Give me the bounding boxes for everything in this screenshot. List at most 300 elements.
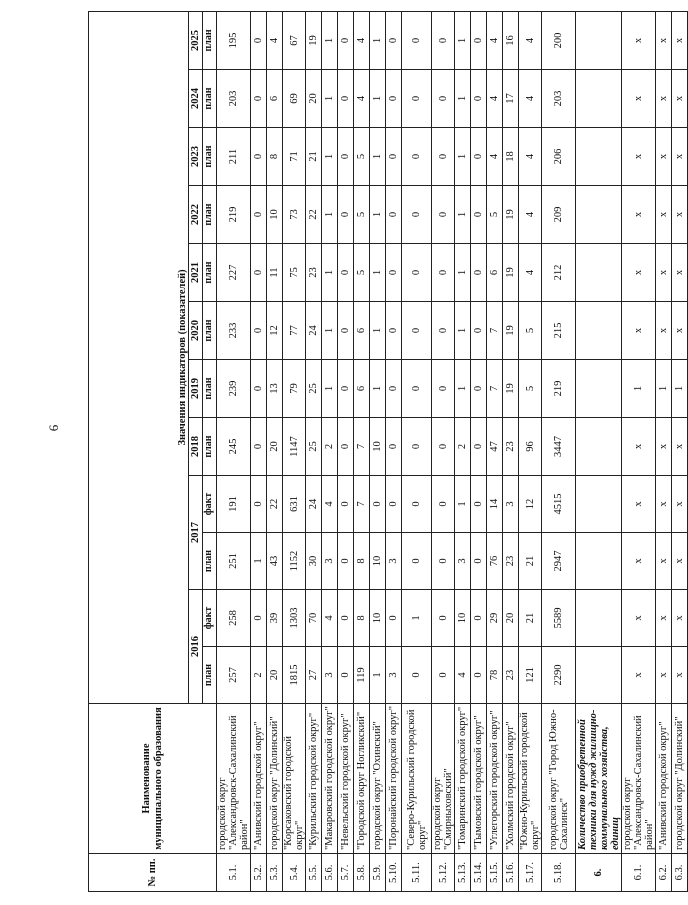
value-cell: 3 (503, 476, 519, 533)
header-year: 2023 (189, 128, 203, 186)
value-cell: 77 (283, 302, 306, 360)
value-cell: 19 (503, 244, 519, 302)
row-number: 5.4. (283, 854, 306, 892)
value-cell: 0 (386, 70, 402, 128)
value-cell: 21 (519, 533, 542, 590)
value-cell: 0 (471, 11, 487, 69)
row-number: 5.6. (322, 854, 338, 892)
value-cell: 1 (455, 128, 471, 186)
value-cell: 2 (455, 418, 471, 476)
table-row (622, 11, 656, 891)
value-cell: 7 (354, 418, 370, 476)
value-cell: x (656, 418, 672, 476)
value-cell: 0 (386, 186, 402, 244)
section-row (576, 11, 622, 891)
municipality-name: "Холмский городской округ" (503, 704, 519, 854)
value-cell: 1 (455, 70, 471, 128)
header-sub: план (203, 70, 217, 128)
municipality-name: "Корсаковский городской округ" (283, 704, 306, 854)
value-cell: 227 (217, 244, 251, 302)
header-sub: план (203, 647, 217, 704)
value-cell: 10 (370, 590, 386, 647)
header-sub: план (203, 186, 217, 244)
table-row (487, 11, 503, 891)
value-cell: 4515 (542, 476, 576, 533)
value-cell: 0 (432, 533, 455, 590)
header-municipality: Наименование муниципального образования (89, 704, 217, 854)
value-cell: 4 (519, 70, 542, 128)
table-row (370, 11, 386, 891)
value-cell: 23 (306, 244, 322, 302)
value-cell: 6 (487, 244, 503, 302)
value-cell: x (622, 70, 656, 128)
value-cell: 12 (267, 302, 283, 360)
value-cell: 3447 (542, 418, 576, 476)
value-cell: 1147 (283, 418, 306, 476)
table-row (267, 11, 283, 891)
value-cell: x (672, 533, 688, 590)
municipality-name: "Анивский городской округ" (251, 704, 267, 854)
value-cell: 4 (354, 11, 370, 69)
value-cell: 23 (503, 418, 519, 476)
value-cell: 1 (455, 476, 471, 533)
value-cell: 6 (354, 360, 370, 418)
value-cell: 1 (322, 128, 338, 186)
value-cell: x (672, 186, 688, 244)
value-cell: 3 (386, 533, 402, 590)
value-cell: x (672, 244, 688, 302)
municipality-name: "Городской округ Ногликский" (354, 704, 370, 854)
value-cell: 25 (306, 360, 322, 418)
value-cell: x (656, 533, 672, 590)
value-cell: x (656, 11, 672, 69)
value-cell: 0 (338, 11, 354, 69)
value-cell: 0 (402, 302, 432, 360)
value-cell: 19 (503, 186, 519, 244)
value-cell: x (656, 302, 672, 360)
header-sub: план (203, 418, 217, 476)
value-cell: 0 (402, 128, 432, 186)
value-cell: 0 (471, 128, 487, 186)
value-cell: x (622, 128, 656, 186)
row-number: 5.7. (338, 854, 354, 892)
header-sub: план (203, 11, 217, 69)
row-number: 5.10. (386, 854, 402, 892)
value-cell: 20 (503, 590, 519, 647)
header-year: 2020 (189, 302, 203, 360)
value-cell: 0 (432, 360, 455, 418)
value-cell: 43 (267, 533, 283, 590)
value-cell: 1 (251, 533, 267, 590)
table-row (542, 11, 576, 891)
value-cell: 4 (322, 590, 338, 647)
row-number: 5.14. (471, 854, 487, 892)
value-cell: x (672, 70, 688, 128)
municipality-name: городской округ "Смирныховский" (432, 704, 455, 854)
value-cell: 0 (386, 244, 402, 302)
value-cell (576, 590, 622, 647)
value-cell (576, 476, 622, 533)
value-cell: 4 (487, 70, 503, 128)
value-cell: 0 (386, 590, 402, 647)
value-cell: 1 (322, 186, 338, 244)
row-number: 5.9. (370, 854, 386, 892)
header-year: 2022 (189, 186, 203, 244)
value-cell: 47 (487, 418, 503, 476)
table-row (283, 11, 306, 891)
value-cell: 1 (370, 186, 386, 244)
municipality-name: "Поронайский городской округ" (386, 704, 402, 854)
value-cell: 0 (338, 590, 354, 647)
value-cell: 0 (251, 70, 267, 128)
value-cell (576, 302, 622, 360)
value-cell: x (656, 647, 672, 704)
table-row (217, 11, 251, 891)
value-cell: 1 (370, 11, 386, 69)
value-cell: 0 (386, 418, 402, 476)
row-number: 5.11. (402, 854, 432, 892)
row-number: 5.3. (267, 854, 283, 892)
table-row (386, 11, 402, 891)
value-cell: 1 (322, 360, 338, 418)
value-cell: 5 (354, 128, 370, 186)
value-cell (576, 128, 622, 186)
value-cell: 233 (217, 302, 251, 360)
value-cell: x (656, 590, 672, 647)
rotated-page (88, 12, 686, 892)
value-cell: 0 (471, 590, 487, 647)
value-cell (576, 533, 622, 590)
value-cell: 0 (432, 11, 455, 69)
municipality-name: Количество приобретенной техники для нужд жилищно-коммунального хозяйства, единиц (576, 704, 622, 854)
value-cell: 27 (306, 647, 322, 704)
value-cell: 5 (519, 360, 542, 418)
value-cell: 6 (267, 70, 283, 128)
table-row (251, 11, 267, 891)
table-row (471, 11, 487, 891)
value-cell: 4 (519, 11, 542, 69)
value-cell: 0 (471, 70, 487, 128)
value-cell: 0 (471, 186, 487, 244)
value-cell: 0 (251, 418, 267, 476)
value-cell: 251 (217, 533, 251, 590)
value-cell: 69 (283, 70, 306, 128)
value-cell: 2 (251, 647, 267, 704)
table-row (455, 11, 471, 891)
value-cell: 1 (370, 244, 386, 302)
value-cell: 19 (306, 11, 322, 69)
value-cell: 23 (503, 647, 519, 704)
value-cell: 1 (455, 302, 471, 360)
value-cell: 1815 (283, 647, 306, 704)
value-cell: 5 (519, 302, 542, 360)
header-sub: план (203, 128, 217, 186)
value-cell: 8 (267, 128, 283, 186)
header-sub: план (203, 302, 217, 360)
value-cell: 1 (370, 70, 386, 128)
header-year: 2018 (189, 418, 203, 476)
value-cell: 0 (402, 11, 432, 69)
value-cell: 0 (402, 360, 432, 418)
value-cell: 1 (455, 11, 471, 69)
value-cell: x (622, 244, 656, 302)
value-cell: x (672, 11, 688, 69)
value-cell: 211 (217, 128, 251, 186)
value-cell: 219 (217, 186, 251, 244)
value-cell: 0 (338, 647, 354, 704)
row-number: 6.3. (672, 854, 688, 892)
row-number: 5.8. (354, 854, 370, 892)
row-number: 5.1. (217, 854, 251, 892)
value-cell: 4 (487, 128, 503, 186)
value-cell (576, 70, 622, 128)
value-cell: 0 (338, 244, 354, 302)
value-cell (576, 186, 622, 244)
value-cell: 1 (455, 360, 471, 418)
value-cell: 8 (354, 590, 370, 647)
value-cell: x (672, 647, 688, 704)
municipality-name: "Тымовский городской округ" (471, 704, 487, 854)
value-cell: 0 (251, 128, 267, 186)
municipality-name: "Анивский городской округ" (656, 704, 672, 854)
value-cell: 30 (306, 533, 322, 590)
value-cell: 0 (251, 186, 267, 244)
value-cell: x (656, 244, 672, 302)
table-row (503, 11, 519, 891)
value-cell: 5589 (542, 590, 576, 647)
value-cell: 0 (471, 418, 487, 476)
value-cell: 191 (217, 476, 251, 533)
value-cell: 0 (338, 533, 354, 590)
municipality-name: "Южно-Курильский городской округ" (519, 704, 542, 854)
value-cell: 4 (487, 11, 503, 69)
municipality-name: "Макаровский городской округ" (322, 704, 338, 854)
value-cell: 1 (322, 70, 338, 128)
value-cell: 16 (503, 11, 519, 69)
value-cell: 0 (471, 360, 487, 418)
value-cell: 19 (503, 360, 519, 418)
value-cell: 0 (338, 128, 354, 186)
value-cell: 1 (656, 360, 672, 418)
value-cell: x (622, 476, 656, 533)
value-cell: 67 (283, 11, 306, 69)
value-cell: 1 (370, 302, 386, 360)
table-row (656, 11, 672, 891)
value-cell: 0 (402, 476, 432, 533)
header-year: 2017 (189, 476, 203, 590)
row-number: 5.18. (542, 854, 576, 892)
value-cell (576, 418, 622, 476)
value-cell: 70 (306, 590, 322, 647)
value-cell: 10 (267, 186, 283, 244)
value-cell: 3 (386, 647, 402, 704)
value-cell: 0 (338, 302, 354, 360)
table-row (354, 11, 370, 891)
value-cell: 0 (432, 244, 455, 302)
value-cell: 257 (217, 647, 251, 704)
value-cell: x (622, 186, 656, 244)
value-cell: 195 (217, 11, 251, 69)
value-cell: 0 (402, 186, 432, 244)
value-cell: 258 (217, 590, 251, 647)
value-cell: 5 (354, 244, 370, 302)
value-cell: 24 (306, 302, 322, 360)
header-sub: план (203, 360, 217, 418)
value-cell: 20 (267, 647, 283, 704)
value-cell: x (672, 476, 688, 533)
header-year: 2024 (189, 70, 203, 128)
municipality-name: "Курильский городской округ" (306, 704, 322, 854)
value-cell: 2 (322, 418, 338, 476)
value-cell (576, 647, 622, 704)
value-cell: 1 (370, 647, 386, 704)
value-cell: 209 (542, 186, 576, 244)
value-cell: 0 (386, 128, 402, 186)
header-num: № пп. (89, 854, 217, 892)
value-cell: 0 (386, 360, 402, 418)
value-cell: 0 (471, 302, 487, 360)
municipality-name: "Углегорский городской округ" (487, 704, 503, 854)
value-cell: 2947 (542, 533, 576, 590)
value-cell: 7 (354, 476, 370, 533)
table-row (338, 11, 354, 891)
value-cell: 7 (487, 302, 503, 360)
value-cell: 206 (542, 128, 576, 186)
value-cell: 0 (251, 244, 267, 302)
value-cell: 212 (542, 244, 576, 302)
page-number: 6 (46, 424, 61, 432)
value-cell: 0 (251, 590, 267, 647)
value-cell: 0 (471, 244, 487, 302)
value-cell: 0 (432, 647, 455, 704)
municipality-name: "Северо-Курильский городской округ" (402, 704, 432, 854)
value-cell: 0 (471, 476, 487, 533)
value-cell: 0 (251, 302, 267, 360)
row-number: 5.15. (487, 854, 503, 892)
header-row (89, 11, 189, 891)
value-cell: 4 (519, 128, 542, 186)
municipality-name: городской округ "Долинский" (672, 704, 688, 854)
value-cell: 0 (402, 533, 432, 590)
table-row (672, 11, 688, 891)
value-cell: 203 (217, 70, 251, 128)
value-cell: 1 (322, 244, 338, 302)
value-cell: 22 (267, 476, 283, 533)
value-cell: 0 (338, 360, 354, 418)
value-cell: 0 (251, 11, 267, 69)
value-cell: 29 (487, 590, 503, 647)
table-body (217, 11, 688, 891)
value-cell (576, 11, 622, 69)
value-cell: 10 (370, 533, 386, 590)
value-cell: x (672, 418, 688, 476)
value-cell: 0 (432, 186, 455, 244)
value-cell: 203 (542, 70, 576, 128)
header-sub: факт (203, 590, 217, 647)
value-cell: 1 (402, 590, 432, 647)
value-cell: 1 (455, 244, 471, 302)
value-cell: 25 (306, 418, 322, 476)
value-cell: 18 (503, 128, 519, 186)
value-cell: 78 (487, 647, 503, 704)
value-cell: 2290 (542, 647, 576, 704)
municipality-name: городской округ "Александровск-Сахалинский район" (217, 704, 251, 854)
value-cell: 0 (432, 476, 455, 533)
value-cell: 0 (432, 590, 455, 647)
value-cell: 14 (487, 476, 503, 533)
value-cell: x (656, 70, 672, 128)
header-year: 2025 (189, 11, 203, 69)
value-cell: 0 (338, 418, 354, 476)
value-cell: x (622, 533, 656, 590)
value-cell: 0 (386, 476, 402, 533)
table-row (322, 11, 338, 891)
table-header (89, 11, 217, 891)
value-cell: 4 (519, 244, 542, 302)
value-cell: 22 (306, 186, 322, 244)
value-cell: 79 (283, 360, 306, 418)
row-number: 6. (576, 854, 622, 892)
value-cell: x (622, 11, 656, 69)
municipality-name: городской округ "Город Южно-Сахалинск" (542, 704, 576, 854)
value-cell: 215 (542, 302, 576, 360)
municipality-name: городской округ "Александровск-Сахалинский район" (622, 704, 656, 854)
value-cell: 3 (455, 533, 471, 590)
value-cell: 21 (519, 590, 542, 647)
row-number: 5.17. (519, 854, 542, 892)
value-cell: 5 (487, 186, 503, 244)
header-sub: план (203, 533, 217, 590)
value-cell: 96 (519, 418, 542, 476)
value-cell: 4 (354, 70, 370, 128)
header-year: 2019 (189, 360, 203, 418)
value-cell: 1 (455, 186, 471, 244)
value-cell: x (622, 590, 656, 647)
value-cell: 1303 (283, 590, 306, 647)
table-row (432, 11, 455, 891)
municipality-name: "Невельский городской округ" (338, 704, 354, 854)
table-row (306, 11, 322, 891)
value-cell: 0 (432, 302, 455, 360)
value-cell: 19 (503, 302, 519, 360)
value-cell: 119 (354, 647, 370, 704)
value-cell: 1152 (283, 533, 306, 590)
value-cell: 0 (338, 186, 354, 244)
value-cell: 631 (283, 476, 306, 533)
header-year: 2021 (189, 244, 203, 302)
municipality-name: городской округ "Охинский" (370, 704, 386, 854)
municipality-name: "Томаринский городской округ" (455, 704, 471, 854)
value-cell: 0 (432, 70, 455, 128)
value-cell: 3 (322, 533, 338, 590)
value-cell: 10 (455, 590, 471, 647)
row-number: 5.13. (455, 854, 471, 892)
value-cell: 0 (338, 70, 354, 128)
value-cell: 1 (370, 360, 386, 418)
value-cell: 0 (338, 476, 354, 533)
value-cell: 8 (354, 533, 370, 590)
value-cell: 11 (267, 244, 283, 302)
row-number: 5.16. (503, 854, 519, 892)
header-year: 2016 (189, 590, 203, 704)
value-cell: 21 (306, 128, 322, 186)
value-cell: 0 (402, 418, 432, 476)
value-cell: 0 (471, 533, 487, 590)
value-cell: 0 (402, 70, 432, 128)
value-cell: 245 (217, 418, 251, 476)
value-cell: 76 (487, 533, 503, 590)
value-cell: 0 (432, 418, 455, 476)
